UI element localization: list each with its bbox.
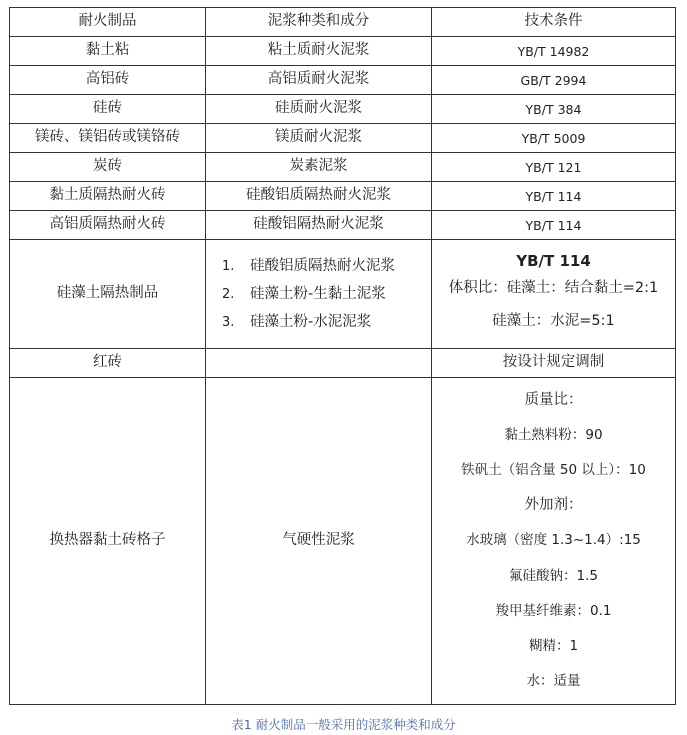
cell-product: 黏土质隔热耐火砖	[10, 182, 206, 211]
condition-line: 体积比：硅藻土：结合黏土=2:1	[448, 280, 659, 296]
table-row	[10, 95, 676, 124]
condition-line: 外加剂：	[524, 497, 583, 514]
condition-line: 水：适量	[526, 673, 581, 690]
cell-condition: GB/T 2994	[432, 66, 676, 95]
condition-line: 氟硅酸钠：1.5	[509, 567, 598, 584]
cell-mortar	[206, 349, 432, 378]
header-mortar: 泥浆种类和成分	[206, 8, 432, 37]
cell-product: 高铝质隔热耐火砖	[10, 211, 206, 240]
cell-product: 红砖	[10, 349, 206, 378]
cell-condition	[432, 240, 676, 349]
cell-condition: 按设计规定调制	[432, 349, 676, 378]
cell-mortar: 炭素泥浆	[206, 153, 432, 182]
cell-product: 硅砖	[10, 95, 206, 124]
cell-condition: YB/T 121	[432, 153, 676, 182]
condition-line: 水玻璃（密度 1.3~1.4）:15	[466, 532, 641, 549]
list-item: 1. 硅酸铝质隔热耐火泥浆	[222, 258, 395, 274]
cell-mortar: 硅酸铝质隔热耐火泥浆	[206, 182, 432, 211]
cell-product: 高铝砖	[10, 66, 206, 95]
cell-mortar: 镁质耐火泥浆	[206, 124, 432, 153]
table-row	[10, 153, 676, 182]
condition-line: 黏土熟料粉：90	[504, 426, 603, 443]
header-condition: 技术条件	[432, 8, 676, 37]
cell-mortar: 粘土质耐火泥浆	[206, 37, 432, 66]
cell-mortar: 高铝质耐火泥浆	[206, 66, 432, 95]
table-row	[10, 182, 676, 211]
table-row	[10, 211, 676, 240]
cell-product: 硅藻土隔热制品	[10, 240, 206, 349]
table-row	[10, 349, 676, 378]
condition-line: 铁矾土（铝含量 50 以上）：10	[461, 461, 646, 478]
cell-condition	[432, 378, 676, 705]
cell-product: 换热器黏土砖格子	[10, 378, 206, 705]
mortar-list	[206, 240, 432, 349]
condition-line: 质量比：	[524, 391, 583, 408]
table-row-diatomite	[10, 240, 676, 349]
cell-condition: YB/T 114	[432, 182, 676, 211]
table-row	[10, 37, 676, 66]
cell-product: 黏土粘	[10, 37, 206, 66]
cell-product: 镁砖、镁铝砖或镁铬砖	[10, 124, 206, 153]
list-item: 2. 硅藻土粉-生黏土泥浆	[222, 286, 386, 302]
cell-condition: YB/T 14982	[432, 37, 676, 66]
cell-condition: YB/T 5009	[432, 124, 676, 153]
header-product: 耐火制品	[10, 8, 206, 37]
cell-condition: YB/T 114	[432, 211, 676, 240]
condition-line: 糊精：1	[528, 638, 579, 654]
table-caption: 表1 耐火制品一般采用的泥浆种类和成分	[231, 717, 456, 732]
table-row-heat-exchanger	[10, 378, 676, 705]
cell-condition: YB/T 384	[432, 95, 676, 124]
cell-mortar: 气硬性泥浆	[206, 378, 432, 705]
cell-mortar: 硅酸铝隔热耐火泥浆	[206, 211, 432, 240]
table-header-row	[10, 8, 676, 37]
condition-line: 羧甲基纤维素：0.1	[495, 602, 612, 619]
cell-product: 炭砖	[10, 153, 206, 182]
table-row	[10, 124, 676, 153]
list-item: 3. 硅藻土粉-水泥泥浆	[222, 314, 372, 330]
condition-line: 硅藻土：水泥=5:1	[492, 313, 615, 329]
mortar-table	[9, 7, 676, 705]
table-row	[10, 66, 676, 95]
condition-line: YB/T 114	[516, 252, 591, 270]
cell-mortar: 硅质耐火泥浆	[206, 95, 432, 124]
